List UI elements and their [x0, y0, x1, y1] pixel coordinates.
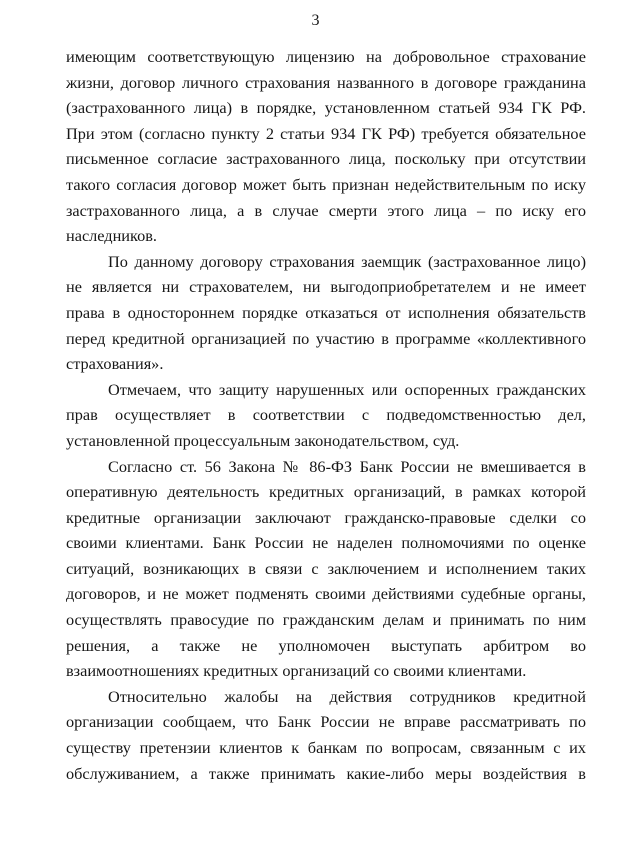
text-line: При этом (согласно пункту 2 статьи 934 ГК РФ) требуется обязательное: [66, 123, 586, 143]
text-line: решения, а также не уполномочен выступать арбитром во: [66, 635, 586, 655]
text-line: права в одностороннем порядке отказаться от исполнения обязательств: [66, 302, 586, 322]
text-line: не является ни страхователем, ни выгодоприобретателем и не имеет: [66, 277, 586, 297]
paragraph-insurance-consent: [66, 44, 586, 249]
text-line: письменное согласие застрахованного лица, поскольку при отсутствии: [66, 149, 586, 169]
paragraph-bank-of-russia-role: [66, 454, 586, 684]
text-line: жизни, договор личного страхования названного в договоре гражданина: [66, 72, 586, 92]
text-line: (застрахованного лица) в порядке, установленном статьей 934 ГК РФ.: [66, 98, 586, 118]
paragraph-borrower-status: [66, 249, 586, 377]
text-line: взаимоотношениях кредитных организаций со своими клиентами.: [66, 661, 527, 681]
text-line: Относительно жалобы на действия сотрудников кредитной: [108, 686, 586, 706]
text-line: имеющим соответствующую лицензию на добровольное страхование: [66, 47, 586, 66]
text-line: ситуаций, возникающих в связи с заключением и исполнением таких: [66, 558, 586, 578]
text-line: обслуживанием, а также принимать какие-либо меры воздействия в: [66, 763, 586, 783]
letter-body: [66, 44, 586, 786]
text-line: оперативную деятельность кредитных организаций, в рамках которой: [66, 482, 586, 502]
text-line: По данному договору страхования заемщик (застрахованное лицо): [108, 251, 586, 271]
paragraph-complaint-employees: [66, 684, 586, 786]
text-line: прав осуществляет в соответствии с подведомственностью дел,: [66, 405, 586, 425]
text-line: перед кредитной организацией по участию в программе «коллективного: [66, 328, 586, 348]
text-line: застрахованного лица, а в случае смерти этого лица – по иску его: [66, 200, 586, 220]
text-line: наследников.: [66, 226, 157, 246]
paragraph-court-protection: [66, 377, 586, 454]
text-line: Согласно ст. 56 Закона № 86-ФЗ Банк России не вмешивается в: [108, 456, 586, 476]
text-line: такого согласия договор может быть признан недействительным по иску: [66, 174, 586, 194]
text-line: договоров, и не может подменять своими действиями судебные органы,: [66, 584, 586, 604]
text-line: установленной процессуальным законодательством, суд.: [66, 430, 460, 450]
text-line: осуществлять правосудие по гражданским делам и принимать по ним: [66, 610, 586, 630]
text-line: своими клиентами. Банк России не наделен полномочиями по оценке: [66, 533, 586, 553]
text-line: существу претензии клиентов к банкам по вопросам, связанным с их: [66, 738, 586, 758]
text-line: страхования».: [66, 354, 164, 374]
page-number: 3: [311, 12, 320, 29]
text-line: Отмечаем, что защиту нарушенных или оспоренных гражданских: [108, 379, 586, 399]
text-line: организации сообщаем, что Банк России не вправе рассматривать по: [66, 712, 586, 732]
text-line: кредитные организации заключают гражданско-правовые сделки со: [66, 507, 586, 527]
